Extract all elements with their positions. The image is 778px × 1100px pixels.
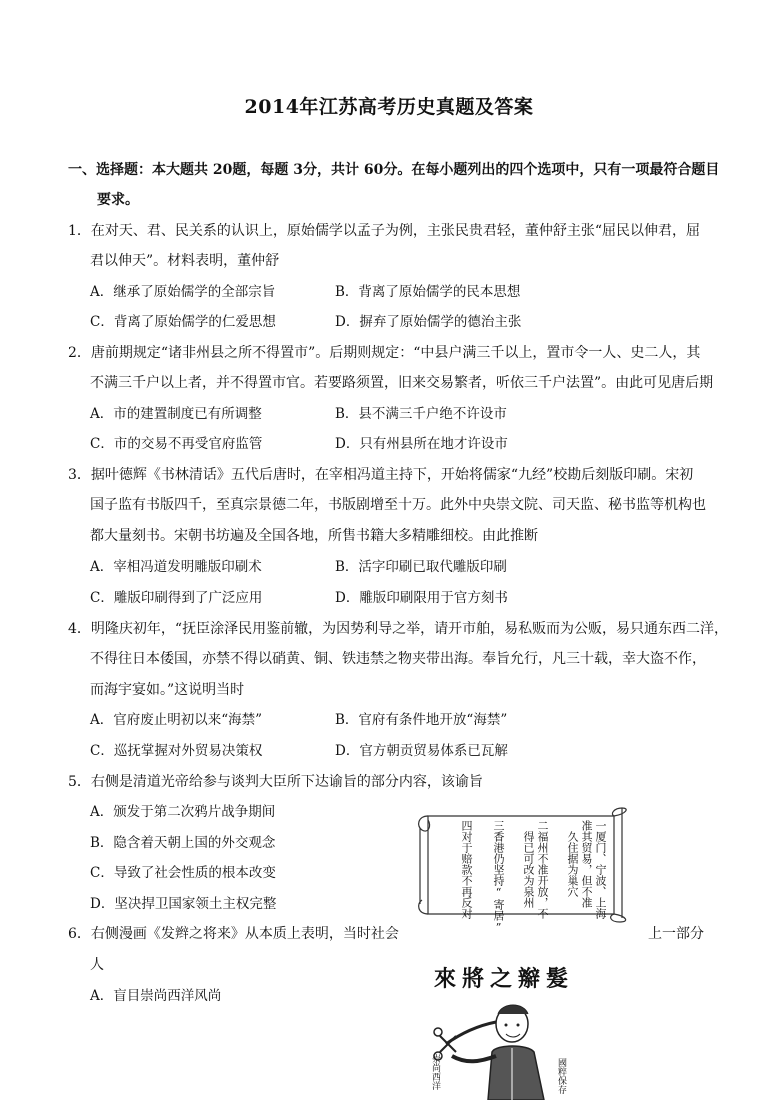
question-1-option-b[interactable]: B．背离了原始儒学的民本思想: [335, 284, 521, 300]
question-6-line-1: 6．右侧漫画《发辫之将来》从本质上表明，当时社会: [68, 926, 399, 942]
section-instructions-line-2: 要求。: [97, 192, 139, 208]
question-3-line-3: 都大量刻书。宋朝书坊遍及全国各地，所售书籍大多精雕细校。由此推断: [90, 528, 538, 544]
question-5-option-c[interactable]: C．导致了社会性质的根本改变: [90, 865, 276, 881]
cartoon-title: 來將之辮髮: [434, 966, 575, 992]
question-3-line-1: 3．据叶德辉《书林清话》五代后唐时，在宰相冯道主持下，开始将儒家“九经”校勘后刻版印刷。宋初: [68, 467, 694, 483]
question-2-line-1: 2．唐前期规定“诸非州县之所不得置市”。后期则规定：“中县户满三千以上，置市令一人、史二人，其: [68, 345, 701, 361]
question-2-line-2: 不满三千户以上者，并不得置市官。若要路须置，旧来交易繁者，听依三千户法置”。由此可见唐后期: [90, 375, 714, 391]
question-2-option-d[interactable]: D．只有州县所在地才许设市: [335, 436, 508, 452]
question-1-line-1: 1．在对天、君、民关系的认识上，原始儒学以孟子为例，主张民贵君轻，董仲舒主张“屈民以伸君，屈: [68, 223, 701, 239]
question-3-option-c[interactable]: C．雕版印刷得到了广泛应用: [90, 590, 263, 606]
question-3-line-2: 国子监有书版四千，至真宗景德二年，书版剧增至十万。此外中央崇文院、司天监、秘书监等机构也: [90, 497, 706, 513]
question-4-option-a[interactable]: A．官府废止明初以来“海禁”: [90, 712, 263, 728]
question-6-line-1-tail: 上一部分: [648, 926, 704, 942]
question-5-option-b[interactable]: B．隐含着天朝上国的外交观念: [90, 835, 276, 851]
question-2-option-b[interactable]: B．县不满三千户绝不许设市: [335, 406, 507, 422]
cartoon-figure-icon: [426, 992, 610, 1100]
question-2-option-c[interactable]: C．市的交易不再受官府监管: [90, 436, 263, 452]
queue-cartoon-image: [426, 962, 610, 1100]
edict-column-4: 二福州不准开放，不: [536, 820, 549, 919]
question-5-option-a[interactable]: A．颁发于第二次鸦片战争期间: [90, 804, 276, 820]
edict-column-6: 三香港仍坚持“寄居”: [492, 820, 505, 934]
question-3-option-b[interactable]: B．活字印刷已取代雕版印刷: [335, 559, 507, 575]
question-4-line-2: 不得往日本倭国，亦禁不得以硝黄、铜、铁违禁之物夹带出海。奉旨允行，凡三十载，幸大盗不作，: [90, 651, 706, 667]
question-4-line-1: 4．明隆庆初年，“抚臣涂泽民用鉴前辙，为因势利导之举，请开市舶，易私贩而为公贩，易只通东西二洋，: [68, 621, 729, 637]
question-1-option-c[interactable]: C．背离了原始儒学的仁爱思想: [90, 314, 276, 330]
question-1-option-d[interactable]: D．摒弃了原始儒学的德治主张: [335, 314, 522, 330]
question-4-option-c[interactable]: C．巡抚掌握对外贸易决策权: [90, 743, 263, 759]
question-6-option-a[interactable]: A．盲目崇尚西洋风尚: [90, 988, 222, 1004]
edict-column-1: 一厦门、宁波、上海: [594, 820, 607, 919]
edict-scroll-image: [414, 806, 630, 934]
question-3-option-a[interactable]: A．宰相冯道发明雕版印刷术: [90, 559, 262, 575]
question-6-line-2: 人: [90, 957, 104, 973]
question-4-option-d[interactable]: D．官方朝贡贸易体系已瓦解: [335, 743, 508, 759]
question-5-line-1: 5．右侧是清道光帝给参与谈判大臣所下达谕旨的部分内容，该谕旨: [68, 774, 483, 790]
edict-column-7: 四对于赔款不再反对: [460, 820, 473, 919]
edict-column-3: 久住据为巢穴: [566, 831, 579, 897]
document-title: 2014年江苏高考历史真题及答案: [244, 96, 534, 118]
question-2-option-a[interactable]: A．市的建置制度已有所调整: [90, 406, 262, 422]
section-instructions-line-1: 一、选择题：本大题共 20题，每题 3分，共计 60分。在每小题列出的四个选项中，只有一项最符合题目: [68, 162, 720, 178]
cartoon-label-right: 國粹保存: [556, 1058, 566, 1094]
edict-column-5: 得已可改为泉州: [522, 831, 535, 908]
question-1-line-2: 君以伸天”。材料表明，董仲舒: [90, 253, 280, 269]
question-4-option-b[interactable]: B．官府有条件地开放“海禁”: [335, 712, 508, 728]
question-1-option-a[interactable]: A．继承了原始儒学的全部宗旨: [90, 284, 276, 300]
edict-column-2: 准其贸易，但不准: [580, 820, 593, 908]
cartoon-label-left: 崇尚西洋: [430, 1054, 440, 1090]
question-5-option-d[interactable]: D．坚决捍卫国家领土主权完整: [90, 896, 277, 912]
question-3-option-d[interactable]: D．雕版印刷限用于官方刻书: [335, 590, 508, 606]
question-4-line-3: 而海宇宴如。”这说明当时: [90, 682, 245, 698]
